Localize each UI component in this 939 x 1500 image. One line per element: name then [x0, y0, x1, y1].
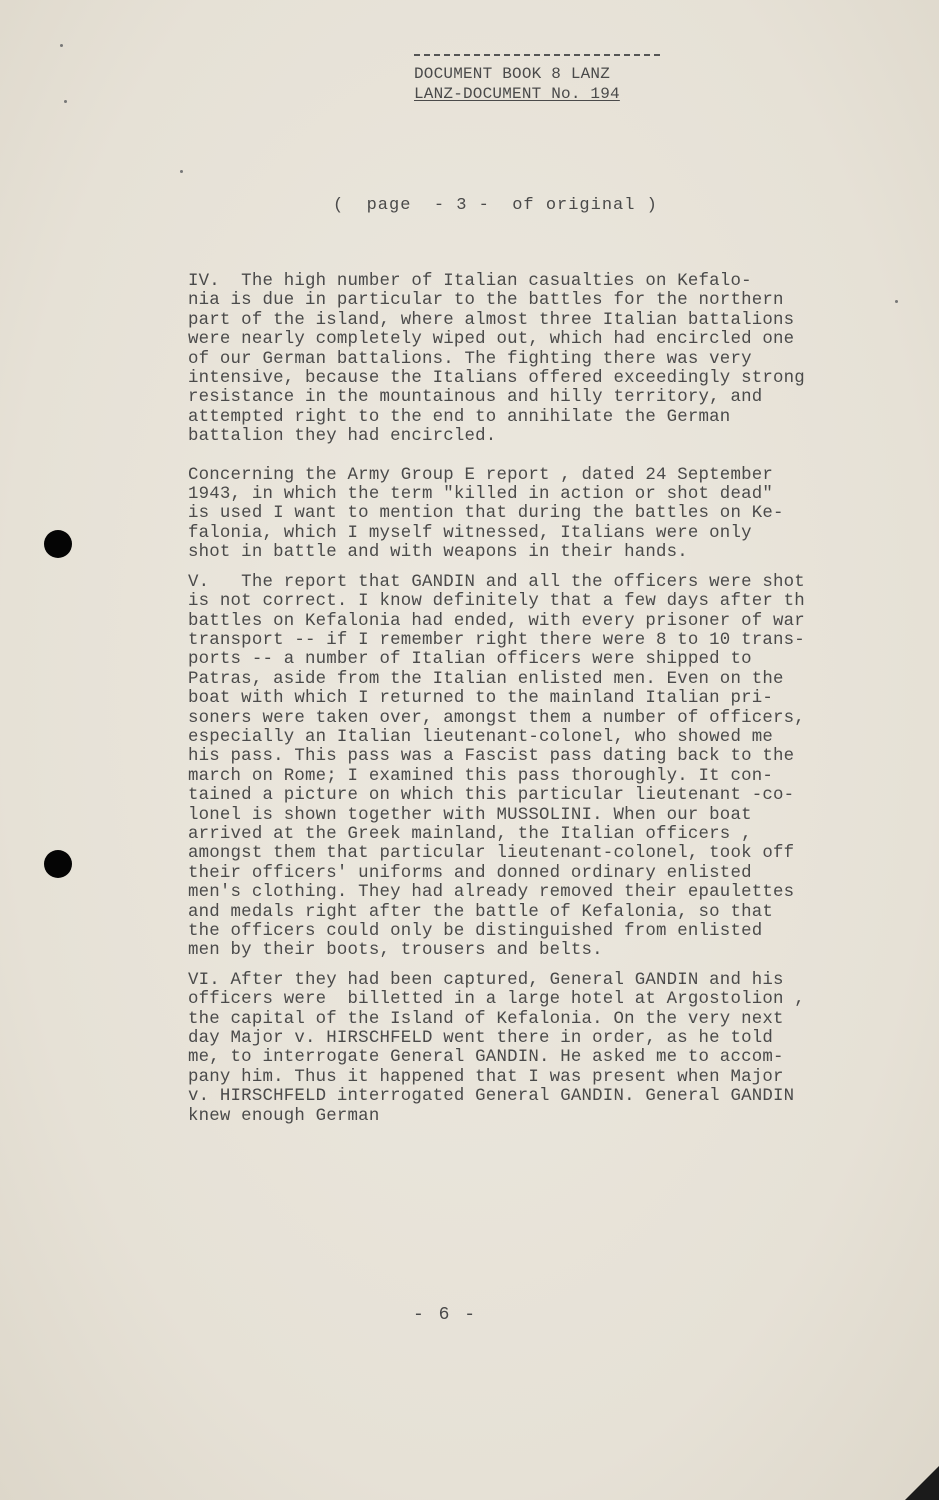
page-number: - 6 -	[413, 1305, 478, 1325]
paper-speck	[180, 170, 183, 173]
paragraph-v: V. The report that GANDIN and all the officers were shot is not correct. I know definitely that a few days after th battles on Kefalonia had ended, with every prisoner of war transport -- if I remember right there were 8 to 10 trans- ports -- a number of Italian officers were shipped to Patras, aside from the Italian enlisted men. Even on the boat with which I returned to the mainland Italian pri- soners were taken over, amongst them a number of officers, especially an Italian lieutenant-colonel, who showed me his pass. This pass was a Fascist pass dating back to the march on Rome; I examined this pass thoroughly. It con- tained a picture on which this particular lieutenant -co- lonel is shown together with MUSSOLINI. When our boat arrived at the Greek mainland, the Italian officers , amongst them that particular lieutenant-colonel, took off their officers' uniforms and donned ordinary enlisted men's clothing. They had already removed their epaulettes and medals right after the battle of Kefalonia, so that the officers could only be distinguished from enlisted men by their boots, trousers and belts.	[188, 572, 805, 961]
header-rule	[414, 54, 660, 56]
paper-speck	[60, 44, 63, 47]
paper-speck	[895, 300, 898, 303]
document-body	[188, 272, 888, 1126]
punch-hole	[44, 530, 72, 558]
page-of-original: ( page - 3 - of original )	[333, 196, 658, 215]
page-corner	[905, 1466, 939, 1500]
punch-hole	[44, 850, 72, 878]
document-book-line: DOCUMENT BOOK 8 LANZ	[414, 65, 611, 83]
paragraph-vi: VI. After they had been captured, General GANDIN and his officers were billetted in a large hotel at Argostolion , the capital of the Island of Kefalonia. On the very next day Major v. HIRSCHFELD went there in order, as he told me, to interrogate General GANDIN. He asked me to accom- pany him. Thus it happened that I was present when Major v. HIRSCHFELD interrogated General GANDIN. General GANDIN knew enough German	[188, 970, 805, 1126]
paragraph-army-group-report: Concerning the Army Group E report , dated 24 September 1943, in which the term "killed in action or shot dead" is used I want to mention that during the battles on Ke- falonia, which I myself witnessed, Italians were only shot in battle and with weapons in their hands.	[188, 465, 784, 563]
paper-speck	[64, 100, 67, 103]
paragraph-iv: IV. The high number of Italian casualties on Kefalo- nia is due in particular to the battles for the northern part of the island, where almost three Italian battalions were nearly completely wiped out, which had encircled one of our German battalions. The fighting there was very intensive, because the Italians offered exceedingly strong resistance in the mountainous and hilly territory, and attempted right to the end to annihilate the German battalion they had encircled.	[188, 272, 805, 447]
document-header	[414, 54, 674, 104]
document-number-line: LANZ-DOCUMENT No. 194	[414, 85, 620, 103]
